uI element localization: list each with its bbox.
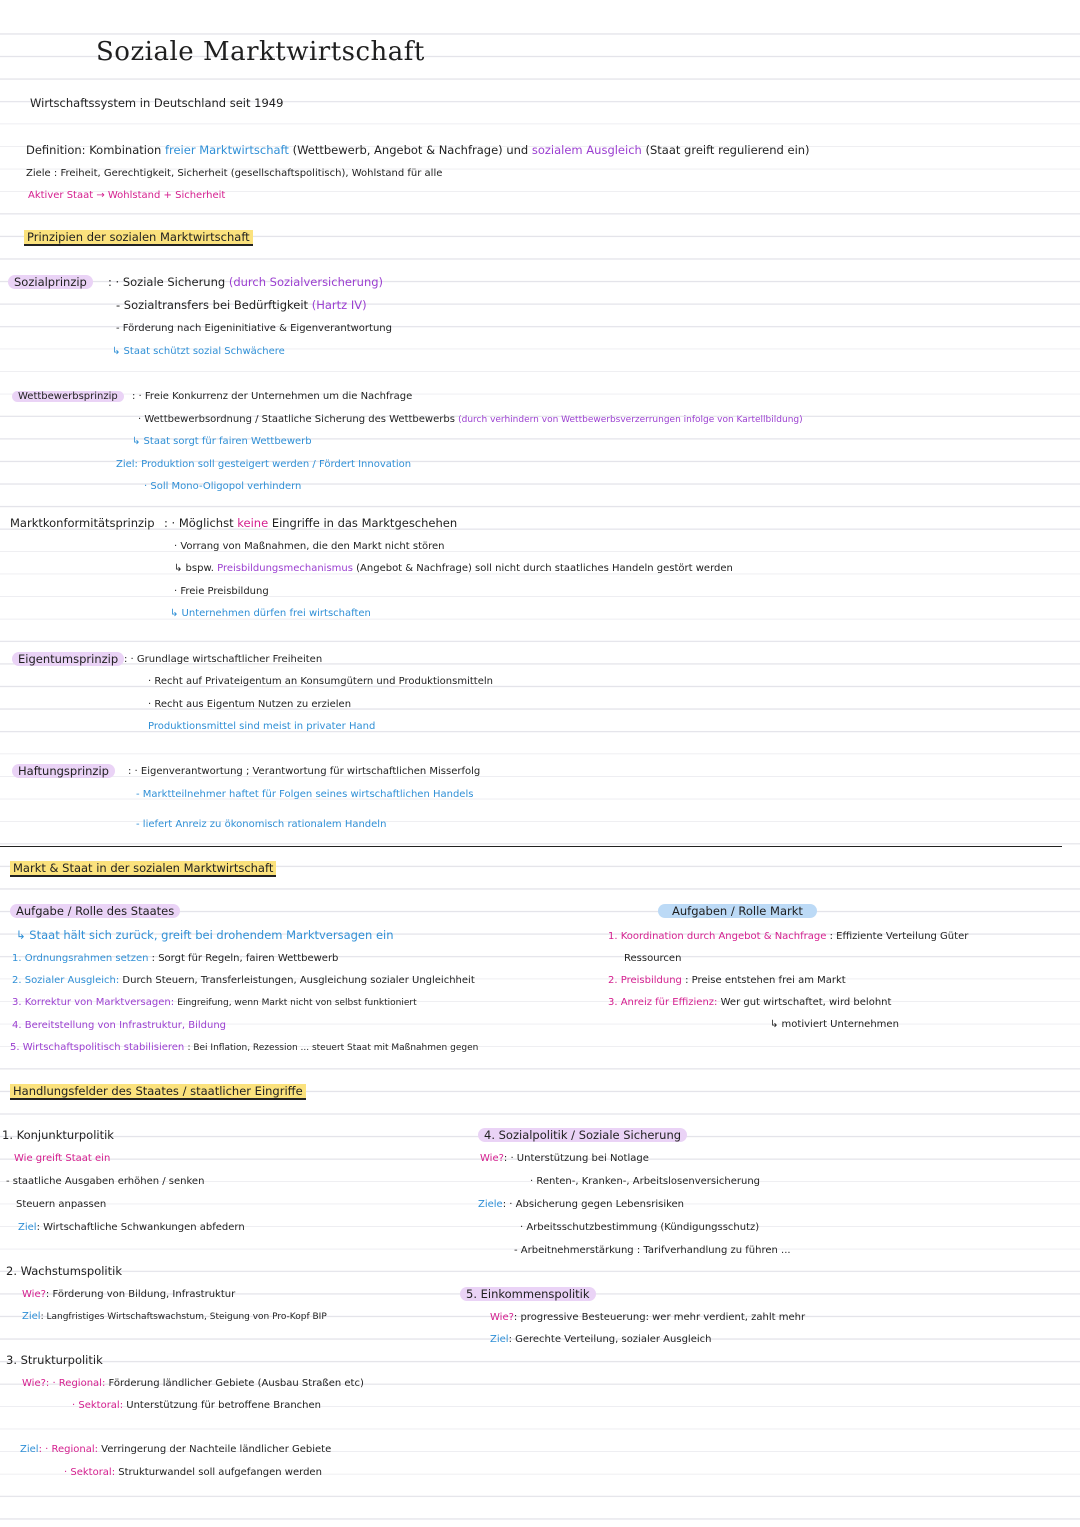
haftungsprinzip-line: - Marktteilnehmer haftet für Folgen seines wirtschaftlichen Handels (136, 789, 474, 800)
einkommenspolitik-heading: 5. Einkommenspolitik (460, 1287, 596, 1302)
staat-item-2: 2. Sozialer Ausgleich: Durch Steuern, Transferleistungen, Ausgleichung sozialer Ungleichheit (12, 975, 475, 986)
marktkonformitaetsprinzip-note: ↳ Unternehmen dürfen frei wirtschaften (170, 608, 371, 619)
wettbewerbsprinzip-note: ↳ Staat sorgt für fairen Wettbewerb (132, 436, 312, 447)
sozialpolitik-ziele-line: · Arbeitsschutzbestimmung (Kündigungsschutz) (520, 1222, 760, 1233)
eigentumsprinzip-note: Produktionsmittel sind meist in privater Hand (148, 721, 376, 732)
einkommenspolitik-wie: Wie?: progressive Besteuerung: wer mehr verdient, zahlt mehr (490, 1312, 806, 1323)
marktkonformitaetsprinzip-line: · Freie Preisbildung (174, 586, 269, 597)
marktkonformitaetsprinzip-line: ↳ bspw. Preisbildungsmechanismus (Angebot & Nachfrage) soll nicht durch staatliches Handeln gestört werden (174, 563, 733, 574)
markt-item-3-note: ↳ motiviert Unternehmen (770, 1019, 899, 1030)
markt-item-1: 1. Koordination durch Angebot & Nachfrage : Effiziente Verteilung Güter (608, 931, 969, 942)
staat-heading: Aufgabe / Rolle des Staates (10, 904, 180, 919)
definition-text: (Wettbewerb, Angebot & Nachfrage) (292, 143, 503, 157)
einkommenspolitik-ziel: Ziel: Gerechte Verteilung, sozialer Ausgleich (490, 1334, 712, 1345)
wachstumspolitik-wie: Wie?: Förderung von Bildung, Infrastruktur (22, 1289, 236, 1300)
eigentumsprinzip-line: · Recht auf Privateigentum an Konsumgütern und Produktionsmitteln (148, 676, 493, 687)
konjunkturpolitik-line: - staatliche Ausgaben erhöhen / senken (6, 1176, 205, 1187)
wachstumspolitik-ziel: Ziel: Langfristiges Wirtschaftswachstum, Steigung von Pro-Kopf BIP (22, 1311, 327, 1322)
eigentumsprinzip-label: Eigentumsprinzip (12, 652, 124, 667)
definition-social-balance: sozialem Ausgleich (531, 143, 642, 157)
definition-text: (Staat greift regulierend ein) (645, 143, 810, 157)
konjunkturpolitik-heading: 1. Konjunkturpolitik (2, 1128, 114, 1142)
strukturpolitik-ziel-regional: Ziel: · Regional: Verringerung der Nachteile ländlicher Gebiete (20, 1444, 332, 1455)
definition-line (26, 143, 810, 158)
staat-item-3: 3. Korrektur von Marktversagen: Eingreifung, wenn Markt nicht von selbst funktioniert (12, 997, 417, 1008)
sozialprinzip-note: ↳ Staat schützt sozial Schwächere (112, 346, 285, 357)
ziele-line (26, 166, 442, 181)
section-heading-handlungsfelder: Handlungsfelder des Staates / staatlicher Eingriffe (10, 1084, 306, 1099)
eigentumsprinzip-line: · Recht aus Eigentum Nutzen zu erzielen (148, 699, 352, 710)
sozialpolitik-ziele-line: - Arbeitnehmerstärkung : Tarifverhandlung zu führen ... (514, 1245, 791, 1256)
sozialprinzip-line: - Förderung nach Eigeninitiative & Eigenverantwortung (116, 323, 392, 334)
strukturpolitik-wie-sektoral: · Sektoral: Unterstützung für betroffene Branchen (72, 1400, 322, 1411)
konjunkturpolitik-wie: Wie greift Staat ein (14, 1153, 111, 1164)
staat-intro: ↳ Staat hält sich zurück, greift bei drohendem Marktversagen ein (16, 928, 394, 942)
eigentumsprinzip-line: : · Grundlage wirtschaftlicher Freiheiten (124, 654, 323, 665)
staat-item-5: 5. Wirtschaftspolitisch stabilisieren : Bei Inflation, Rezession ... steuert Staat mit Maßnahmen gegen (10, 1042, 479, 1053)
haftungsprinzip-line: : · Eigenverantwortung ; Verantwortung für wirtschaftlichen Misserfolg (128, 766, 481, 777)
staat-item-1: 1. Ordnungsrahmen setzen : Sorgt für Regeln, fairen Wettbewerb (12, 953, 339, 964)
marktkonformitaetsprinzip-label: Marktkonformitätsprinzip (10, 516, 155, 530)
markt-item-3: 3. Anreiz für Effizienz: Wer gut wirtschaftet, wird belohnt (608, 997, 892, 1008)
definition-label: Definition: (26, 143, 86, 157)
haftungsprinzip-label: Haftungsprinzip (12, 764, 115, 779)
strukturpolitik-heading: 3. Strukturpolitik (6, 1353, 103, 1367)
haftungsprinzip-line: - liefert Anreiz zu ökonomisch rationalem Handeln (136, 819, 387, 830)
section-heading-prinzipien: Prinzipien der sozialen Marktwirtschaft (24, 230, 253, 245)
sozialpolitik-heading: 4. Sozialpolitik / Soziale Sicherung (478, 1128, 687, 1143)
sozialpolitik-ziele: Ziele: · Absicherung gegen Lebensrisiken (478, 1199, 685, 1210)
definition-text: Kombination (89, 143, 162, 157)
ziele-label: Ziele (26, 168, 51, 179)
staat-item-4: 4. Bereitstellung von Infrastruktur, Bildung (12, 1020, 227, 1031)
strukturpolitik-wie-regional: Wie?: · Regional: Förderung ländlicher Gebiete (Ausbau Straßen etc) (22, 1378, 364, 1389)
wettbewerbsprinzip-ziel: · Soll Mono-Oligopol verhindern (144, 481, 302, 492)
definition-text: und (506, 143, 529, 157)
aktiver-staat-note: Aktiver Staat → Wohlstand + Sicherheit (28, 190, 226, 201)
marktkonformitaetsprinzip-line: · Vorrang von Maßnahmen, die den Markt nicht stören (174, 541, 445, 552)
wettbewerbsprinzip-label: Wettbewerbsprinzip (12, 389, 124, 404)
sozialprinzip-label: Sozialprinzip (8, 275, 93, 290)
konjunkturpolitik-line: Steuern anpassen (16, 1199, 107, 1210)
sozialprinzip-line: : · Soziale Sicherung (durch Sozialversicherung) (108, 275, 384, 289)
markt-item-2: 2. Preisbildung : Preise entstehen frei am Markt (608, 975, 846, 986)
section-heading-markt-staat: Markt & Staat in der sozialen Marktwirtschaft (10, 861, 276, 876)
sozialpolitik-wie-line: · Renten-, Kranken-, Arbeitslosenversicherung (530, 1176, 760, 1187)
section-divider (0, 846, 1062, 847)
subtitle: Wirtschaftssystem in Deutschland seit 1949 (30, 96, 284, 110)
wettbewerbsprinzip-line: · Wettbewerbsordnung / Staatliche Sicherung des Wettbewerbs (durch verhindern von Wettbewerbsverzerrungen infolge von Kartellbildung) (138, 414, 803, 425)
marktkonformitaetsprinzip-line: : · Möglichst keine Eingriffe in das Marktgeschehen (164, 516, 458, 530)
wachstumspolitik-heading: 2. Wachstumspolitik (6, 1264, 122, 1278)
wettbewerbsprinzip-ziel: Ziel: Produktion soll gesteigert werden / Fördert Innovation (116, 459, 412, 470)
sozialprinzip-line: - Sozialtransfers bei Bedürftigkeit (Hartz IV) (116, 298, 367, 312)
strukturpolitik-ziel-sektoral: · Sektoral: Strukturwandel soll aufgefangen werden (64, 1467, 322, 1478)
ziele-text: : Freiheit, Gerechtigkeit, Sicherheit (gesellschaftspolitisch), Wohlstand für alle (53, 168, 443, 179)
wettbewerbsprinzip-line: : · Freie Konkurrenz der Unternehmen um die Nachfrage (132, 391, 413, 402)
sozialpolitik-wie: Wie?: · Unterstützung bei Notlage (480, 1153, 649, 1164)
page-title: Soziale Marktwirtschaft (96, 37, 425, 67)
konjunkturpolitik-ziel: Ziel: Wirtschaftliche Schwankungen abfedern (18, 1222, 245, 1233)
markt-item-1-cont: Ressourcen (624, 953, 682, 964)
definition-free-market: freier Marktwirtschaft (164, 143, 289, 157)
markt-heading: Aufgaben / Rolle Markt (658, 904, 817, 919)
